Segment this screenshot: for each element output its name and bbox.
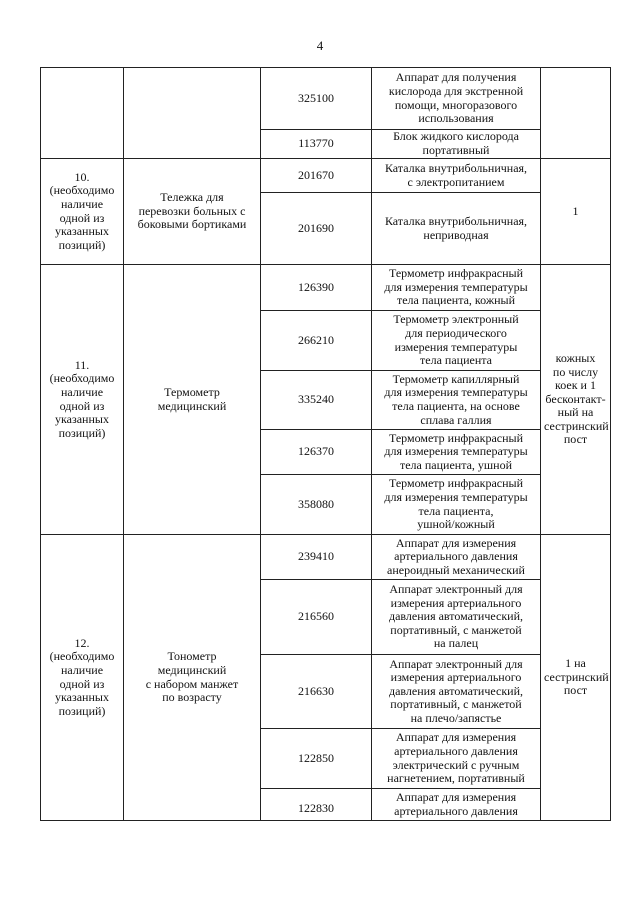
code: 201670 — [298, 167, 334, 182]
code: 358080 — [298, 496, 334, 511]
code: 122850 — [298, 750, 334, 765]
code-cell — [261, 193, 372, 265]
code-cell — [261, 265, 372, 311]
group-number-cell — [41, 265, 124, 535]
equipment-type: Термометр медицинский — [157, 384, 227, 413]
code-cell — [261, 475, 372, 535]
code-cell — [261, 430, 372, 475]
table-row — [41, 535, 611, 580]
item-name: Каталка внутрибольничная, с электропитанием — [384, 160, 528, 189]
group-number: 12. (необходимо наличие одной из указанных позиций) — [49, 635, 115, 718]
equipment-type-cell — [124, 159, 261, 265]
item-name: Аппарат электронный для измерения артериального давления автоматический, портативный, с манжетой на плечо/запястье — [388, 656, 524, 725]
name-cell — [372, 729, 541, 789]
code: 216560 — [298, 609, 334, 624]
group-number: 11. (необходимо наличие одной из указанных позиций) — [49, 357, 115, 440]
code: 239410 — [298, 549, 334, 564]
equipment-type: Тележка для перевозки больных с боковыми бортиками — [137, 190, 247, 232]
quantity: 1 — [572, 203, 579, 218]
code-cell — [261, 655, 372, 729]
code: 266210 — [298, 332, 334, 347]
code-cell — [261, 535, 372, 580]
code-cell — [261, 729, 372, 789]
table-row — [41, 68, 611, 130]
name-cell — [372, 265, 541, 311]
group-number-cell — [41, 159, 124, 265]
item-name: Блок жидкого кислорода портативный — [393, 129, 519, 157]
code-cell — [261, 789, 372, 821]
code: 113770 — [298, 136, 334, 151]
item-name: Аппарат электронный для измерения артериального давления автоматический, портативный, с манжетой на палец — [388, 582, 524, 651]
name-cell — [372, 475, 541, 535]
name-cell — [372, 655, 541, 729]
equipment-type: Тонометр медицинский с набором манжет по возрасту — [145, 649, 239, 705]
name-cell — [372, 159, 541, 193]
name-cell — [372, 130, 541, 159]
name-cell — [372, 580, 541, 655]
name-cell — [372, 535, 541, 580]
page-number: 4 — [316, 38, 324, 53]
code-cell — [261, 371, 372, 430]
item-name: Аппарат для измерения артериального давления электрический с ручным нагнетением, портативный — [387, 730, 525, 786]
code-cell — [261, 68, 372, 130]
table-row — [41, 159, 611, 193]
item-name: Термометр электронный для периодического измерения температуры тела пациента — [393, 312, 519, 368]
quantity: 1 на сестринский пост — [544, 656, 609, 698]
name-cell — [372, 371, 541, 430]
code-cell — [261, 130, 372, 159]
code: 216630 — [298, 683, 334, 698]
code: 335240 — [298, 392, 334, 407]
code: 126390 — [298, 279, 334, 294]
name-cell — [372, 430, 541, 475]
name-cell — [372, 193, 541, 265]
quantity-cell — [541, 68, 611, 159]
name-cell — [372, 311, 541, 371]
code: 201690 — [298, 220, 334, 235]
group-number: 10. (необходимо наличие одной из указанных позиций) — [49, 169, 115, 252]
table-row — [41, 265, 611, 311]
equipment-type-cell — [124, 265, 261, 535]
name-cell — [372, 789, 541, 821]
item-name: Термометр капиллярный для измерения температуры тела пациента, на основе сплава галлия — [384, 371, 528, 427]
item-name: Аппарат для получения кислорода для экстренной помощи, многоразового использования — [388, 70, 524, 126]
quantity-cell — [541, 265, 611, 535]
item-name: Аппарат для измерения артериального давления — [394, 789, 518, 818]
group-number-cell — [41, 68, 124, 159]
code-cell — [261, 311, 372, 371]
item-name: Аппарат для измерения артериального давления анероидный механический — [387, 535, 525, 577]
code: 122830 — [298, 800, 334, 815]
item-name: Термометр инфракрасный для измерения температуры тела пациента, кожный — [384, 266, 528, 308]
equipment-type-cell — [124, 68, 261, 159]
quantity-cell — [541, 159, 611, 265]
quantity: кожных по числу коек и 1 бесконтакт- ный на сестринский пост — [544, 350, 609, 447]
name-cell — [372, 68, 541, 130]
equipment-table — [40, 67, 611, 821]
code: 126370 — [298, 444, 334, 459]
code-cell — [261, 159, 372, 193]
item-name: Термометр инфракрасный для измерения температуры тела пациента, ушной — [384, 430, 528, 472]
code: 325100 — [298, 90, 334, 105]
code-cell — [261, 580, 372, 655]
equipment-type-cell — [124, 535, 261, 821]
quantity-cell — [541, 535, 611, 821]
item-name: Термометр инфракрасный для измерения температуры тела пациента, ушной/кожный — [384, 476, 528, 532]
item-name: Каталка внутрибольничная, неприводная — [384, 213, 528, 242]
group-number-cell — [41, 535, 124, 821]
